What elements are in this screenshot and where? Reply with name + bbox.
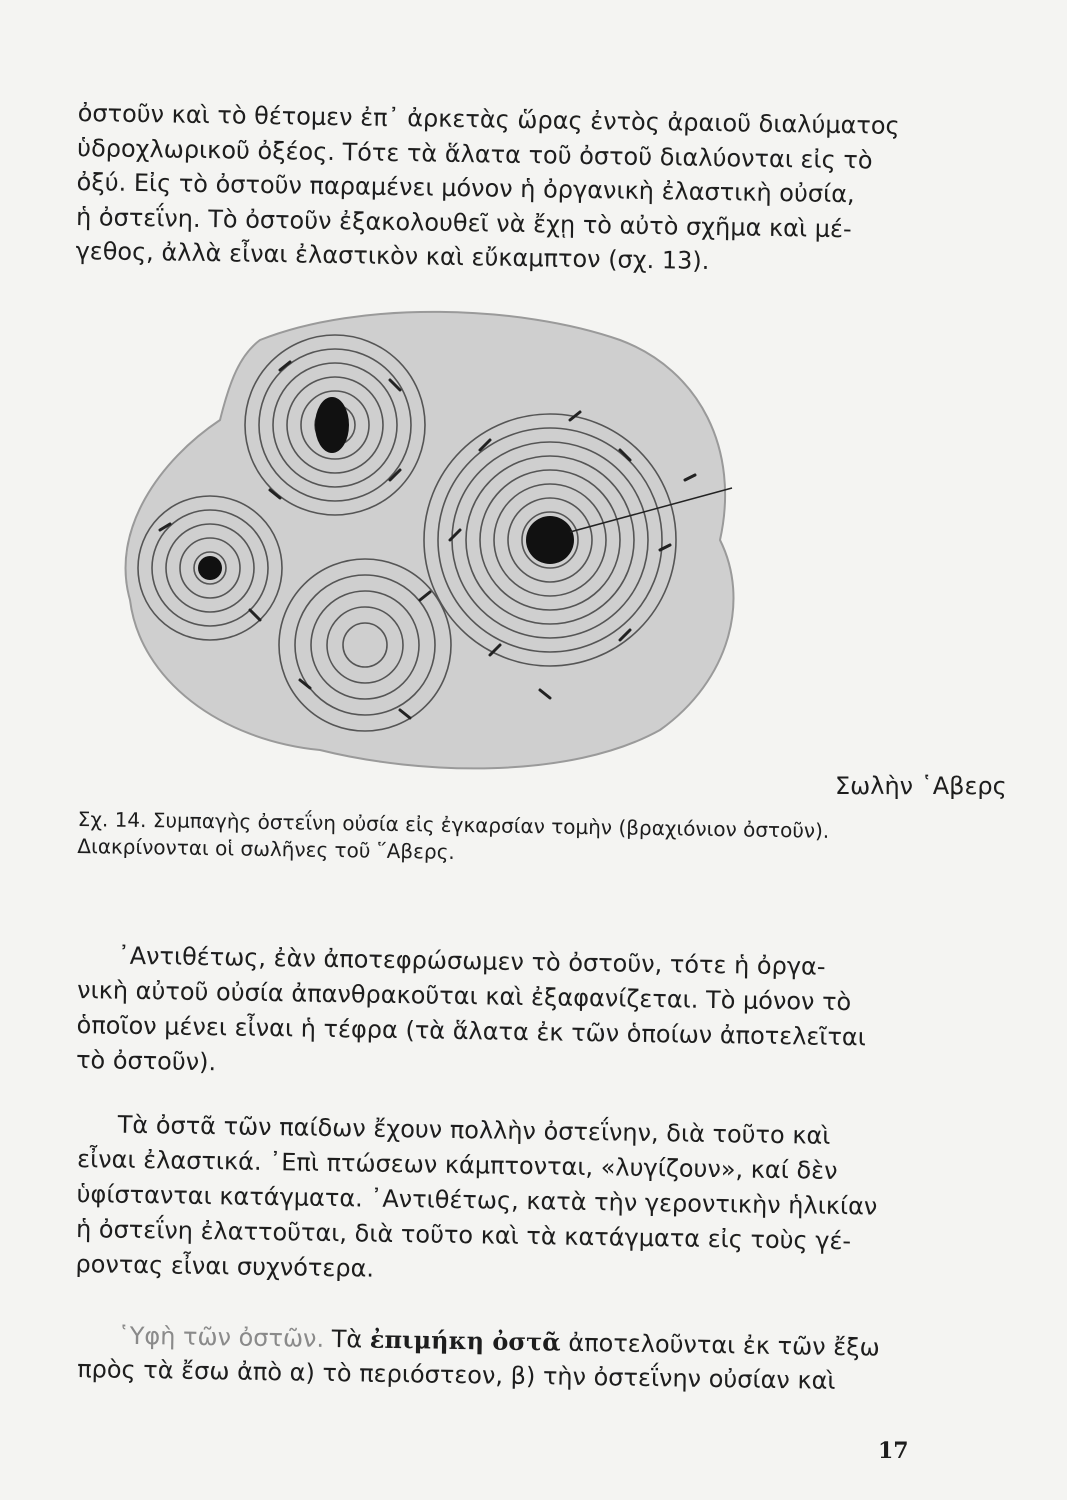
bone-cross-section-illustration [100,300,1007,800]
bold-term: ἐπιμήκη ὀστᾶ [369,1324,561,1357]
figure-caption [77,806,948,874]
caption-line: Διακρίνονται οἱ σωλῆνες τοῦ ῞Αβερς. [77,833,455,864]
text-line: πρὸς τὰ ἔσω ἀπὸ α) τὸ περιόστεον, β) τὴν ὀστεΐνην οὐσίαν καὶ [76,1354,836,1395]
text-fragment: Τὰ [331,1324,363,1354]
paragraph-bone-structure [77,1318,938,1399]
text-line: Τὰ ὀστᾶ τῶν παίδων ἔχουν πολλὴν ὀστεΐνην, διὰ τοῦτο καὶ [117,1110,831,1150]
paragraph-intro [75,96,938,282]
text-line: ᾽Αντιθέτως, ἐὰν ἀποτεφρώσωμεν τὸ ὀστοῦν, τότε ἡ ὀργα- [117,941,826,981]
paragraph-incineration [76,938,938,1091]
text-line: ὑφίστανται κατάγματα. ᾽Αντιθέτως, κατὰ τὴν γεροντικὴν ἡλικίαν [76,1179,878,1221]
section-subheading: ῾Υφὴ τῶν ὀστῶν. [117,1321,325,1353]
text-line: γεθος, ἀλλὰ εἶναι ἐλαστικὸν καὶ εὔκαμπτον (σχ. 13). [75,236,710,275]
paragraph-children-bones [75,1107,938,1295]
text-line: νικὴ αὐτοῦ οὐσία ἀπανθρακοῦται καὶ ἐξαφανίζεται. Τὸ μόνον τὸ [76,975,852,1017]
text-line: τὸ ὀστοῦν). [75,1045,217,1077]
text-line: ὀστοῦν καὶ τὸ θέτομεν ἐπ᾽ ἀρκετὰς ὥρας ἐντὸς ἀραιοῦ διαλύματος [77,98,900,140]
text-line: ἡ ὀστεΐνη. Τὸ ὀστοῦν ἐξακολουθεῖ νὰ ἔχῃ τὸ αὐτὸ σχῆμα καὶ μέ- [75,202,852,243]
text-fragment: ἀποτελοῦνται ἐκ τῶν ἔξω [568,1328,880,1362]
text-line: ἡ ὀστεΐνη ἐλαττοῦται, διὰ τοῦτο καὶ τὰ κατάγματα εἰς τοὺς γέ- [75,1214,852,1256]
text-line: εἶναι ἐλαστικά. ᾽Επὶ πτώσεων κάμπτονται, «λυγίζουν», καί δὲν [76,1144,838,1185]
text-line: ὀξύ. Εἰς τὸ ὀστοῦν παραμένει μόνον ἡ ὀργανικὴ ἐλαστικὴ οὐσία, [76,167,855,209]
text-line: ὑδροχλωρικοῦ ὀξέος. Τότε τὰ ἅλατα τοῦ ὀστοῦ διαλύονται εἰς τὸ [76,133,873,174]
caption-line: Σχ. 14. Συμπαγὴς ὀστεΐνη οὐσία εἰς ἐγκαρσίαν τομὴν (βραχιόνιον ὀστοῦν). [77,806,830,843]
page-number: 17 [878,1438,909,1464]
text-line: ροντας εἶναι συχνότερα. [75,1249,375,1283]
osteon-drawing [100,300,960,780]
text-line: ὁποῖον μένει εἶναι ἡ τέφρα (τὰ ἅλατα ἐκ τῶν ὁποίων ἀποτελεῖται [76,1010,867,1052]
haversian-canal-label: Σωλὴν ῾Αβερς [835,772,1007,800]
